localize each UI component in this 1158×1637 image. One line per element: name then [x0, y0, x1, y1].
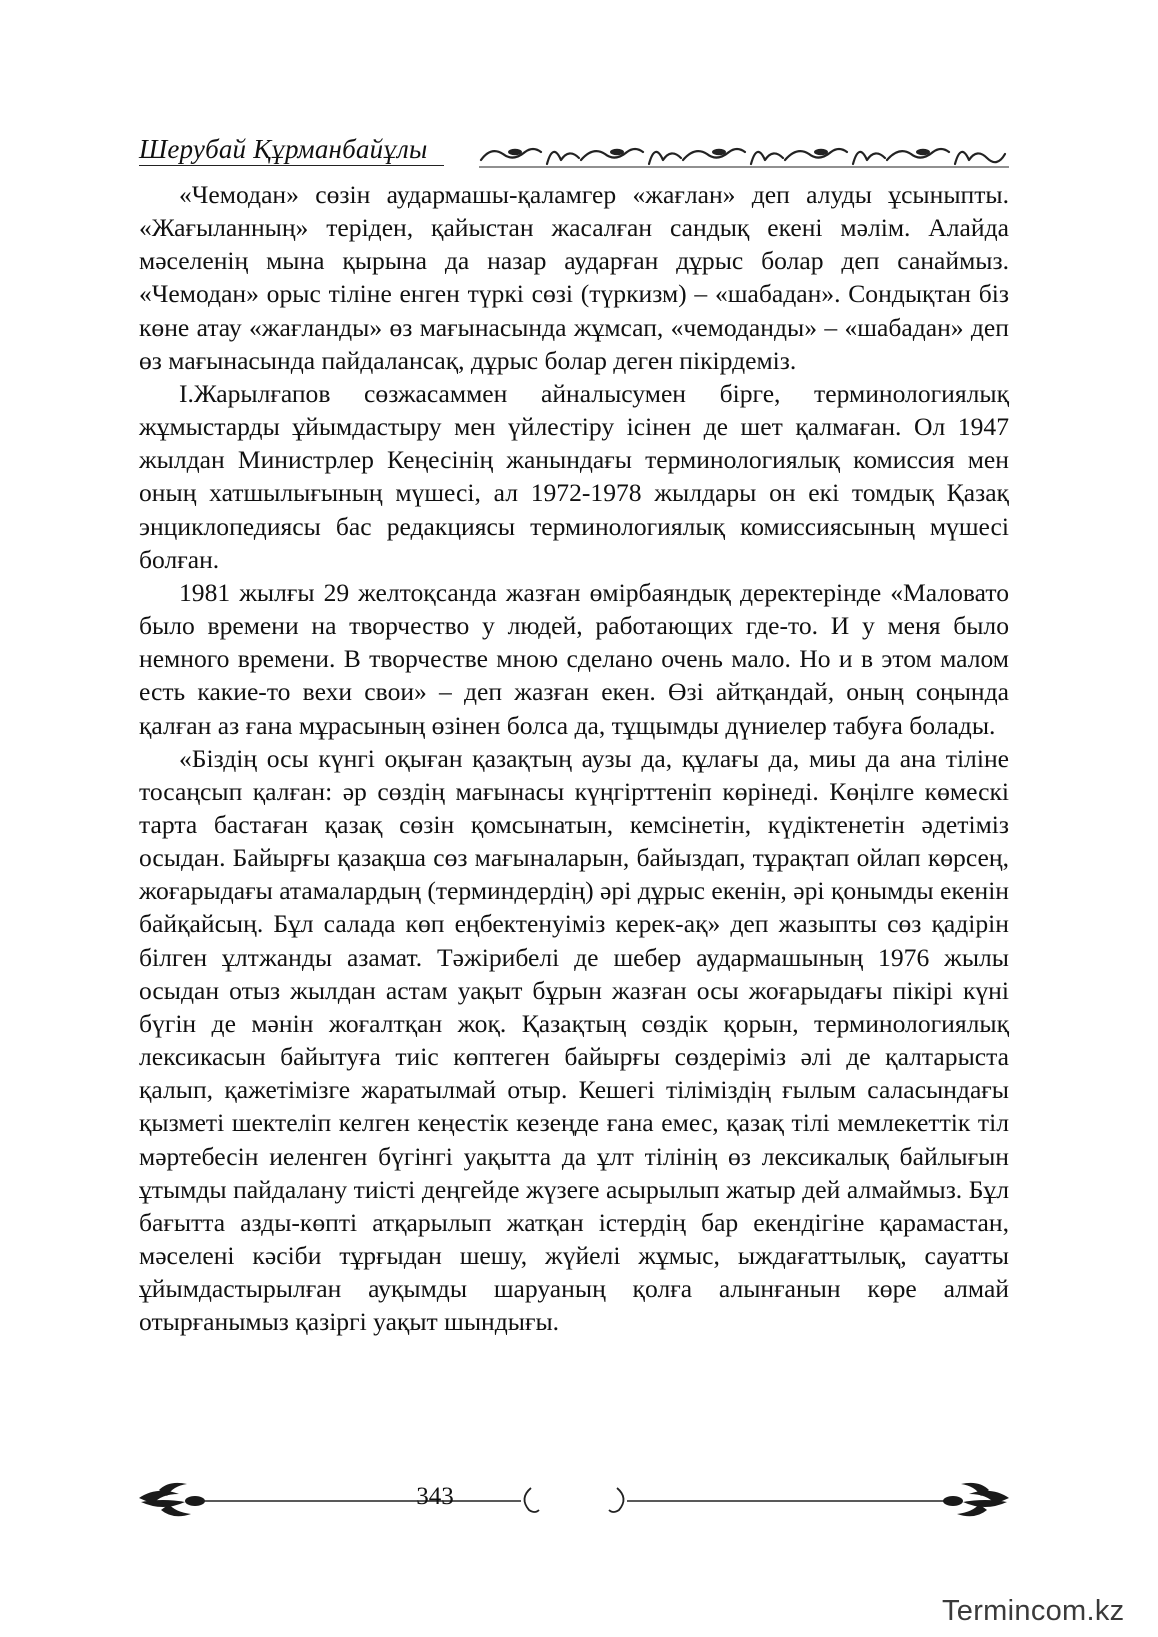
site-watermark: [942, 1595, 1152, 1633]
paragraph-4: «Біздің осы күнгі оқыған қазақтың аузы да, құлағы да, миы да ана тіліне тосаңсып қалған: әр сөздің мағынасы күңгірттеніп көрінеді. Көңілге көмескі тарта бастаған қазақ сөзін қомсынатын, кемсінетін, күдіктенетін әдетіміз осыдан. Байырғы қазақша сөз мағыналарын, байыздап, тұрақтап ойлап көрсең, жоғарыдағы атамалардың (терминдердің) әрі дұрыс екенін, әрі қонымды екенін байқайсың. Бұл салада көп еңбектенуіміз керек-ақ» деп жазыпты сөз қадірін білген ұлтжанды азамат. Тәжірибелі де шебер аудармашының 1976 жылы осыдан отыз жылдан астам уақыт бұрын жазған осы жоғарыдағы пікірі күні бүгін де мәнін жоғалтқан жоқ. Қазақтың сөздік қорын, терминологиялық лексикасын байытуға тиіс көптеген байырғы сөздеріміз әлі де қалтарыста қалып, қажетімізге жаратылмай отыр. Кешегі тіліміздің ғылым саласындағы қызметі шектеліп келген кеңестік кезеңде ғана емес, қазақ тілі мемлекеттік тіл мәртебесін иеленген бүгінгі уақытта да ұлт тілінің өз лексикалық байлығын ұтымды пайдалану тиісті деңгейде жүзеге асырылып жатыр дей алмаймыз. Бұл бағытта азды-көпті атқарылып жатқан істердің бар екендігіне қарамастан, мәселені кәсіби тұрғыдан шешу, жүйелі жұмыс, ыждағаттылық, сауатты ұйымдастырылған ауқымды шаруаның қолға алынғанын көре алмай отырғанымыз қазіргі уақыт шындығы.: [139, 743, 1009, 1337]
running-head-author: Шерубай Құрманбайұлы: [139, 134, 428, 164]
watermark-text-end: .kz: [1086, 1595, 1125, 1627]
leaf-ornament-icon: [943, 1483, 1009, 1516]
paragraph-3: 1981 жылғы 29 желтоқсанда жазған өмірбаяндық деректерінде «Маловато было времени на творчество у людей, работающих где-то. И у меня было немного времени. В творчестве мною сделано очень мало. Но и в этом малом есть какие-то вехи свои» – деп жазған екен. Өзі айтқандай, оның соңында қалған аз ғана мұрасының өзінен болса да, тұщымды дүниелер табуға болады.: [139, 577, 1009, 740]
page-footer: [139, 1480, 1009, 1530]
leaf-ornament-icon: [139, 1483, 205, 1516]
paragraph-1: «Чемодан» сөзін аудармашы-қаламгер «жағлан» деп алуды ұсыныпты. «Жағыланның» теріден, қайыстан жасалған сандық екені мәлім. Алайда мәселенің мына қырына да назар аударған дұрыс болар деп санаймыз. «Чемодан» орыс тіліне енген түркі сөзі (түркизм) – «шабадан». Сондықтан біз көне атау «жағланды» өз мағынасында жұмсап, «чемоданды» – «шабадан» деп өз мағынасында пайдалансақ, дұрыс болар деген пікірдеміз.: [139, 180, 1009, 375]
paragraph-2: І.Жарылғапов сөзжасаммен айналысумен бірге, терминологиялық жұмыстарды ұйымдастыру мен үйлестіру ісінен де шет қалмаған. Ол 1947 жылдан Министрлер Кеңесінің жанындағы терминологиялық комиссия мен оның хатшылығының мүшесі, ал 1972-1978 жылдары он екі томдық Қазақ энциклопедиясы бас редакциясы терминологиялық комиссиясының мүшесі болған.: [139, 378, 1009, 574]
watermark-text-start: Termincom: [942, 1595, 1087, 1627]
scroll-ornament-icon: [479, 136, 1009, 170]
header-rule: [139, 165, 444, 166]
page-header: [139, 130, 1009, 170]
page-number: 343: [416, 1483, 454, 1510]
footer-ornament: [139, 1480, 1009, 1530]
main-text: [139, 178, 1009, 1338]
